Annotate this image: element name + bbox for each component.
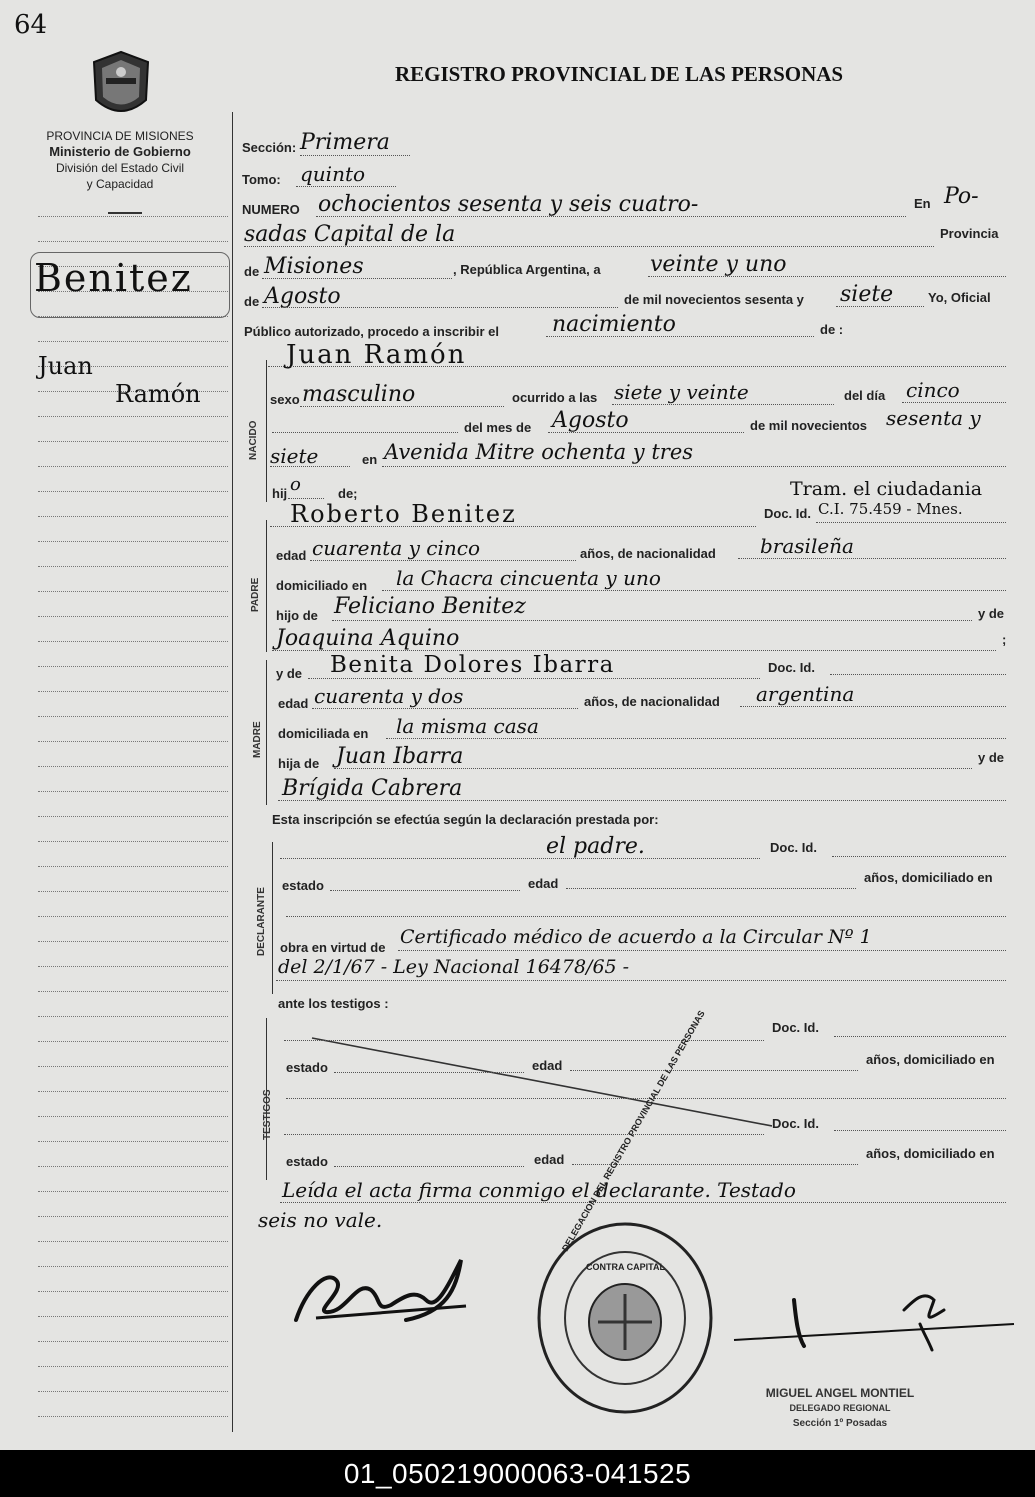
margin-ruled-line <box>38 491 228 492</box>
hora-value: siete y veinte <box>614 380 749 404</box>
margin-ruled-line <box>38 1141 228 1142</box>
coat-of-arms-icon <box>90 50 152 122</box>
declarante-edad-label: edad <box>528 876 559 891</box>
official-signature-icon <box>724 1280 1024 1370</box>
abuela-paterna-value: Joaquina Aquino <box>276 626 460 651</box>
nacido-bracket <box>266 360 267 502</box>
obra-line-b <box>276 980 1006 981</box>
margin-ruled-line <box>38 466 228 467</box>
province-line: PROVINCIA DE MISIONES <box>46 129 194 143</box>
sexo-label: sexo <box>270 392 300 407</box>
nacido-de-mil-label: de mil novecientos <box>750 418 868 433</box>
margin-ruled-line <box>38 541 228 542</box>
nacido-anio-line <box>270 466 350 467</box>
provincia-label: Provincia <box>940 226 999 241</box>
lugar-line <box>382 466 1006 467</box>
declarant-signature-icon <box>286 1250 486 1330</box>
mes-value: Agosto <box>264 284 341 309</box>
en-line <box>244 246 934 247</box>
nombre-value: Juan Ramón <box>286 340 467 370</box>
nacido-mes-line <box>548 432 744 433</box>
yo-oficial-label: Yo, Oficial <box>928 290 991 305</box>
testigo2-doc-line <box>834 1130 1006 1131</box>
obra-value-a: Certificado médico de acuerdo a la Circular Nº 1 <box>400 926 872 948</box>
header-left-block <box>20 128 220 192</box>
anio-line <box>836 306 924 307</box>
tomo-line <box>296 186 396 187</box>
madre-nacionalidad-value: argentina <box>756 682 855 706</box>
madre-domicilio-value: la misma casa <box>396 714 539 738</box>
margin-ruled-line <box>38 1316 228 1317</box>
padre-doc-line <box>816 522 1006 523</box>
margin-ruled-line <box>38 916 228 917</box>
madre-nacionalidad-line <box>740 706 1006 707</box>
margin-ruled-line <box>38 566 228 567</box>
declarante-estado-label: estado <box>282 878 324 893</box>
margin-ruled-line <box>38 1191 228 1192</box>
acto-value: nacimiento <box>552 312 676 337</box>
padre-label: PADRE <box>250 577 261 612</box>
dia-line <box>648 276 1006 277</box>
provincia-line <box>262 278 452 279</box>
nacido-note: Tram. el ciudadania <box>790 478 983 500</box>
margin-name-1: Juan <box>38 352 93 380</box>
padre-nombre-line <box>270 526 756 527</box>
testigo1-doc-line <box>834 1036 1006 1037</box>
official-section: Sección 1º Posadas <box>792 1418 888 1429</box>
testigo1-edad-label: edad <box>532 1058 563 1073</box>
padre-edad-label: edad <box>276 548 307 563</box>
en-value-b: sadas Capital de la <box>244 222 456 247</box>
nacido-mes-value: Agosto <box>552 408 629 433</box>
margin-ruled-line <box>38 991 228 992</box>
margin-ruled-line <box>38 966 228 967</box>
closing-line-2: seis no vale. <box>258 1208 383 1232</box>
padre-doc-value: C.I. 75.459 - Mnes. <box>818 500 963 518</box>
margin-ruled-line <box>38 766 228 767</box>
capacity-line: y Capacidad <box>86 177 154 191</box>
margin-ruled-line <box>38 441 228 442</box>
margin-ruled-line <box>38 641 228 642</box>
madre-nombre: Benita Dolores Ibarra <box>330 652 615 678</box>
margin-ruled-line <box>38 941 228 942</box>
madre-bracket <box>266 660 267 805</box>
margin-ruled-line <box>38 416 228 417</box>
testigo2-estado-line <box>334 1166 524 1167</box>
padre-hijo-de-label: hijo de <box>276 608 318 623</box>
madre-doc-line <box>830 674 1006 675</box>
nacido-en-label: en <box>362 452 378 467</box>
margin-ruled-line <box>38 716 228 717</box>
madre-edad-value: cuarenta y dos <box>314 684 464 708</box>
padre-nacionalidad-label: años, de nacionalidad <box>580 546 716 561</box>
seal-ring-text: DELEGACION DEL REGISTRO PROVINCIAL DE LAS PERSONAS <box>560 1008 707 1253</box>
testigo1-edad-line <box>570 1070 858 1071</box>
header-rule <box>108 212 142 214</box>
margin-surname-box <box>30 252 230 318</box>
abuelo-materno-line <box>334 768 972 769</box>
margin-ruled-line <box>38 1291 228 1292</box>
margin-ruled-line <box>38 341 228 342</box>
margin-name-2: Ramón <box>115 380 201 408</box>
testigo1-line <box>284 1040 764 1041</box>
madre-y-de-2-label: y de <box>978 750 1005 765</box>
abuelo-paterno-line <box>332 620 972 621</box>
seccion-label: Sección: <box>242 140 297 155</box>
hij-de-label: de; <box>338 486 358 501</box>
testigo2-estado-label: estado <box>286 1154 328 1169</box>
scan-footer <box>0 1450 1035 1497</box>
closing-line-1-rule <box>280 1202 1006 1203</box>
del-dia-label: del día <box>844 388 886 403</box>
margin-ruled-line <box>38 1416 228 1417</box>
abuelo-paterno-value: Feliciano Benitez <box>334 594 526 619</box>
ministry-line: Ministerio de Gobierno <box>49 144 191 159</box>
seccion-line <box>300 155 410 156</box>
declarante-line <box>280 858 760 859</box>
numero-label: NUMERO <box>242 202 300 217</box>
seccion-value: Primera <box>300 130 390 155</box>
declarante-domicilio-line <box>286 916 1006 917</box>
abuelo-materno-value: Juan Ibarra <box>336 744 464 769</box>
de-colon-label: de : <box>820 322 844 337</box>
testigo1-estado-label: estado <box>286 1060 328 1075</box>
margin-ruled-line <box>38 1066 228 1067</box>
margin-ruled-line <box>38 1216 228 1217</box>
padre-domicilio-label: domiciliado en <box>276 578 368 593</box>
page-number: 64 <box>14 10 48 40</box>
del-mes-label: del mes de <box>464 420 532 435</box>
numero-value: ochocientos sesenta y seis cuatro- <box>318 192 699 217</box>
nombre-line <box>268 366 1006 367</box>
margin-ruled-line <box>38 891 228 892</box>
margin-ruled-line <box>38 791 228 792</box>
official-seal-icon <box>530 1218 720 1418</box>
testigo2-line <box>284 1134 764 1135</box>
padre-semicolon: ; <box>1002 632 1007 647</box>
dia-value: veinte y uno <box>650 252 787 277</box>
padre-nombre: Roberto Benitez <box>290 500 517 528</box>
margin-ruled-line <box>38 691 228 692</box>
madre-y-de-label: y de <box>276 666 303 681</box>
madre-edad-label: edad <box>278 696 309 711</box>
numero-line <box>316 216 906 217</box>
margin-ruled-line <box>38 666 228 667</box>
madre-hija-de-label: hija de <box>278 756 320 771</box>
margin-surname: Benitez <box>34 256 193 300</box>
seal-inner-text: CONTRA CAPITAL <box>586 1262 665 1272</box>
padre-bracket <box>266 520 267 652</box>
testigo2-edad-label: edad <box>534 1152 565 1167</box>
madre-label: MADRE <box>252 721 263 758</box>
declarante-edad-line <box>566 888 856 889</box>
margin-ruled-line <box>38 1166 228 1167</box>
publico-label: Público autorizado, procedo a inscribir el <box>244 324 499 339</box>
testigos-label: TESTIGOS <box>262 1089 273 1140</box>
hij-value: o <box>290 474 301 495</box>
padre-nacionalidad-line <box>738 558 1006 559</box>
madre-domicilio-line <box>386 738 1006 739</box>
margin-ruled-line <box>38 591 228 592</box>
testigos-void-line <box>272 1030 772 1130</box>
margin-ruled-line <box>38 516 228 517</box>
madre-nombre-line <box>308 678 760 679</box>
division-line: División del Estado Civil <box>55 161 185 175</box>
hij-line <box>288 498 324 499</box>
testigos-intro: ante los testigos : <box>278 996 389 1011</box>
ocurrido-label: ocurrido a las <box>512 390 598 405</box>
padre-nacionalidad-value: brasileña <box>760 534 854 558</box>
margin-ruled-line <box>38 741 228 742</box>
madre-nacionalidad-label: años, de nacionalidad <box>584 694 720 709</box>
padre-doc-label: Doc. Id. <box>764 506 811 521</box>
official-title: DELEGADO REGIONAL <box>789 1403 891 1413</box>
republica-label: , República Argentina, a <box>453 262 601 277</box>
mes-line <box>262 307 618 308</box>
padre-edad-value: cuarenta y cinco <box>312 536 480 560</box>
tomo-label: Tomo: <box>242 172 281 187</box>
nacido-anio-b: siete <box>270 444 319 468</box>
margin-ruled-line <box>38 1266 228 1267</box>
declarante-label: DECLARANTE <box>256 887 267 956</box>
lugar-value: Avenida Mitre ochenta y tres <box>384 440 694 464</box>
nacido-anio-a: sesenta y <box>886 406 981 430</box>
obra-label: obra en virtud de <box>280 940 386 955</box>
tomo-value: quinto <box>300 162 366 186</box>
margin-divider <box>232 112 233 1432</box>
declarante-estado-line <box>330 890 520 891</box>
margin-ruled-line <box>38 241 228 242</box>
margin-ruled-line <box>38 616 228 617</box>
nacido-dia-value: cinco <box>906 378 960 402</box>
de-label-2: de <box>244 294 260 309</box>
padre-domicilio-line <box>382 590 1006 591</box>
padre-edad-line <box>310 560 576 561</box>
obra-value-b: del 2/1/67 - Ley Nacional 16478/65 - <box>278 956 630 978</box>
margin-ruled-line <box>38 841 228 842</box>
en-label: En <box>914 196 931 211</box>
declarante-por-value: el padre. <box>546 834 645 859</box>
margin-ruled-line <box>38 866 228 867</box>
padre-domicilio-value: la Chacra cincuenta y uno <box>396 566 661 590</box>
margin-ruled-line <box>38 216 228 217</box>
hora-line <box>612 404 834 405</box>
margin-ruled-line <box>38 1091 228 1092</box>
closing-line-1: Leída el acta firma conmigo el declarante. Testado <box>282 1178 796 1202</box>
testigo1-anios-label: años, domiciliado en <box>866 1052 995 1067</box>
en-value-a: Po- <box>944 184 979 209</box>
testigo1-estado-line <box>334 1072 524 1073</box>
declarante-bracket <box>272 842 273 994</box>
anio-label: de mil novecientos sesenta y <box>624 292 804 307</box>
testigo2-doc-label: Doc. Id. <box>772 1116 819 1131</box>
abuela-materna-value: Brígida Cabrera <box>282 776 463 801</box>
margin-ruled-line <box>38 1016 228 1017</box>
madre-domicilio-label: domiciliada en <box>278 726 369 741</box>
declarante-doc-line <box>832 856 1006 857</box>
hij-label: hij <box>272 486 288 501</box>
padre-y-de-label: y de <box>978 606 1005 621</box>
testigo2-anios-label: años, domiciliado en <box>866 1146 995 1161</box>
sexo-value: masculino <box>302 382 416 407</box>
anio-value: siete <box>840 282 894 307</box>
declarante-doc-label: Doc. Id. <box>770 840 817 855</box>
blank-line-1 <box>272 432 458 433</box>
provincia-value: Misiones <box>264 254 364 279</box>
nacido-dia-line <box>902 402 1006 403</box>
page-title: REGISTRO PROVINCIAL DE LAS PERSONAS <box>395 62 844 86</box>
de-label-1: de <box>244 264 260 279</box>
margin-ruled-line <box>38 1366 228 1367</box>
declarante-intro: Esta inscripción se efectúa según la declaración prestada por: <box>272 812 659 827</box>
margin-ruled-line <box>38 816 228 817</box>
testigo1-doc-label: Doc. Id. <box>772 1020 819 1035</box>
declarante-anios-label: años, domiciliado en <box>864 870 993 885</box>
margin-ruled-line <box>38 1241 228 1242</box>
madre-doc-label: Doc. Id. <box>768 660 815 675</box>
abuela-paterna-line <box>272 650 996 651</box>
margin-ruled-line <box>38 1391 228 1392</box>
official-name: MIGUEL ANGEL MONTIEL <box>765 1386 915 1400</box>
official-stamp <box>740 1386 940 1431</box>
acto-line <box>546 336 814 337</box>
nacido-label: NACIDO <box>248 420 259 460</box>
sexo-line <box>300 406 504 407</box>
margin-ruled-line <box>38 1341 228 1342</box>
scan-code: 01_050219000063-041525 <box>343 1458 692 1489</box>
madre-edad-line <box>312 708 578 709</box>
margin-ruled-line <box>38 1116 228 1117</box>
abuela-materna-line <box>278 800 1006 801</box>
obra-line-a <box>398 950 1006 951</box>
margin-ruled-line <box>38 1041 228 1042</box>
